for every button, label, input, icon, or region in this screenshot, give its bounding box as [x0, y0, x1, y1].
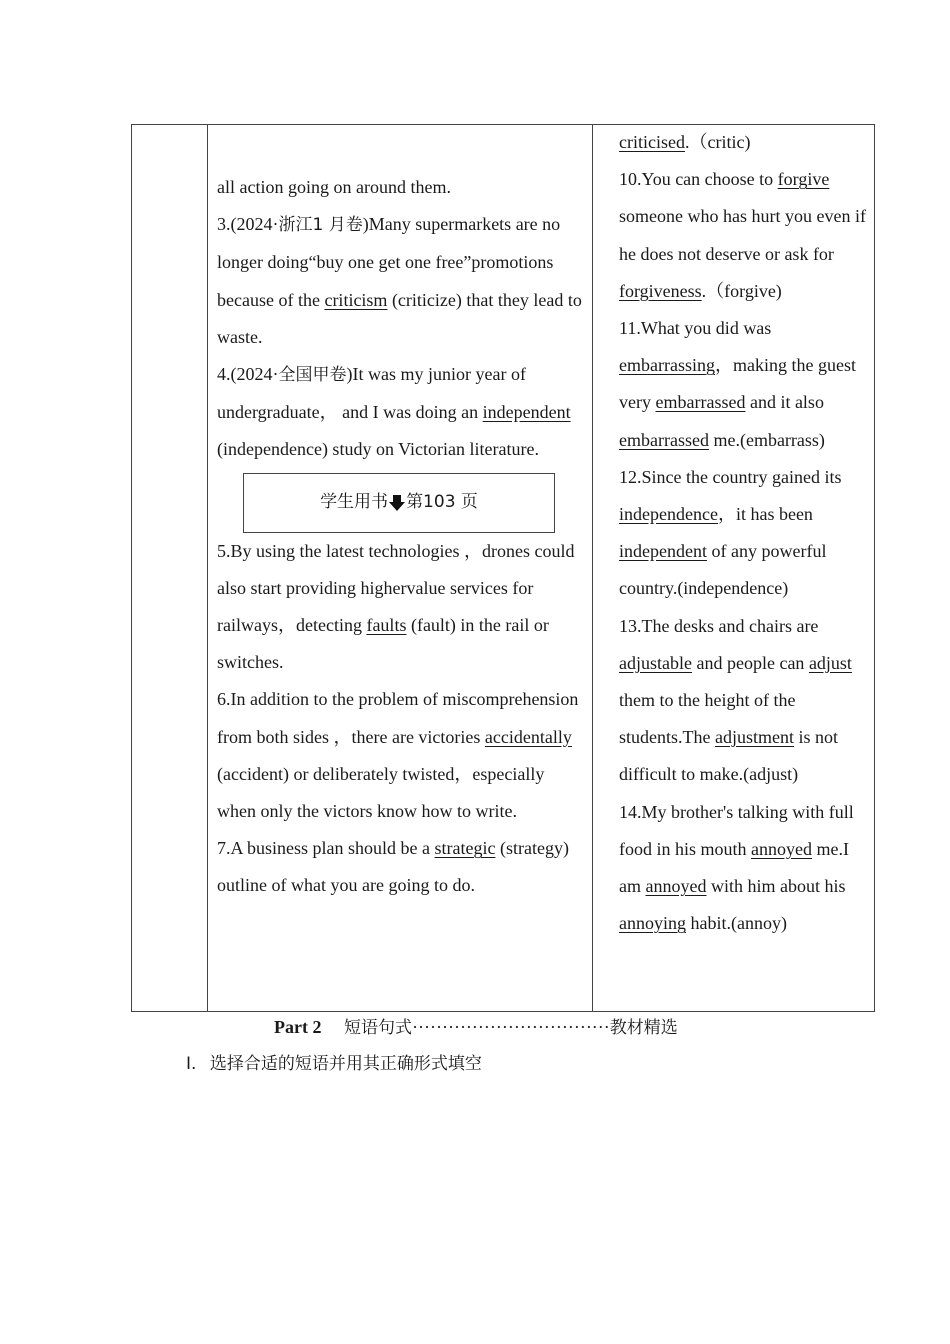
q4-source: 全国甲卷	[278, 365, 347, 386]
question-10: 10.You can choose to forgive someone who has hurt you even if he does not deserve or ask for forgiveness.（forgive)	[619, 169, 866, 301]
q11-answer-2: embarrassed	[655, 392, 746, 413]
question-5: 5.By using the latest technologies ，drones could also start providing highervalue services for railways，detecting faults (fault) in the rail or switches.	[217, 540, 575, 673]
question-14: 14.My brother's talking with full food in his mouth annoyed me.I am annoyed with him about his annoying habit.(annoy)	[619, 801, 854, 934]
part2-title: 短语句式	[343, 1018, 412, 1038]
q5-answer: faults	[366, 615, 407, 636]
student-book-reference	[243, 473, 555, 533]
q11-answer-1: embarrassing	[619, 355, 715, 376]
question-6: 6.In addition to the problem of miscomprehension from both sides ，there are victories accidentally (accident) or deliberately twisted，especially when only the victors know how to write.	[217, 689, 579, 822]
q3-source: 浙江1 月卷	[278, 215, 363, 236]
middle-column	[217, 124, 585, 905]
q10-answer-1: forgive	[777, 169, 830, 190]
right-column	[619, 124, 869, 942]
q11-answer-3: embarrassed	[619, 429, 709, 450]
q3-answer: criticism	[324, 289, 388, 310]
part2-dots: ·································	[411, 1017, 610, 1037]
q14-answer-1: annoyed	[751, 838, 812, 859]
table-divider-right	[592, 124, 593, 1012]
ref-label: 学生用书	[320, 492, 389, 513]
question-7: 7.A business plan should be a strategic (strategy) outline of what you are going to do.	[217, 838, 569, 896]
q7-answer: strategic	[434, 838, 496, 859]
task-numeral: Ⅰ.	[186, 1054, 197, 1074]
question-11: 11.What you did was embarrassing，making the guest very embarrassed and it also embarrassed me.(embarrass)	[619, 318, 856, 450]
q14-answer-2: annoyed	[645, 876, 707, 897]
q2-continuation: all action going on around them.	[217, 177, 451, 197]
down-arrow-icon	[388, 494, 406, 512]
q9-end: criticised.（critic)	[619, 132, 751, 152]
question-4: 4.(2024·全国甲卷)It was my junior year of undergraduate， and I was doing an independent (independence) study on Victorian literature.	[217, 364, 571, 460]
q9-answer: criticised	[619, 132, 685, 152]
table-divider-left	[207, 124, 208, 1012]
q13-answer-1: adjustable	[619, 652, 692, 673]
q4-answer: independent	[482, 402, 571, 423]
task-heading	[186, 1049, 482, 1078]
part2-tail: 教材精选	[609, 1018, 678, 1038]
q6-answer: accidentally	[484, 726, 572, 747]
question-13: 13.The desks and chairs are adjustable and people can adjust them to the height of the students.The adjustment is not difficult to make.(adjust)	[619, 615, 852, 785]
part2-label: Part 2	[274, 1017, 322, 1037]
q10-answer-2: forgiveness	[619, 280, 702, 301]
question-12: 12.Since the country gained its independence，it has been independent of any powerful country.(independence)	[619, 466, 842, 599]
q12-answer-2: independent	[619, 541, 707, 562]
part2-heading	[274, 1013, 678, 1042]
question-3: 3.(2024·浙江1 月卷)Many supermarkets are no longer doing“buy one get one free”promotions because of the criticism (criticize) that they lead to waste.	[217, 214, 582, 347]
q13-answer-3: adjustment	[715, 727, 794, 748]
q12-answer-1: independence	[619, 504, 718, 525]
q13-answer-2: adjust	[808, 652, 852, 673]
task-text: 选择合适的短语并用其正确形式填空	[209, 1054, 482, 1074]
ref-page: 第103 页	[406, 492, 478, 513]
q14-answer-3: annoying	[619, 913, 686, 934]
